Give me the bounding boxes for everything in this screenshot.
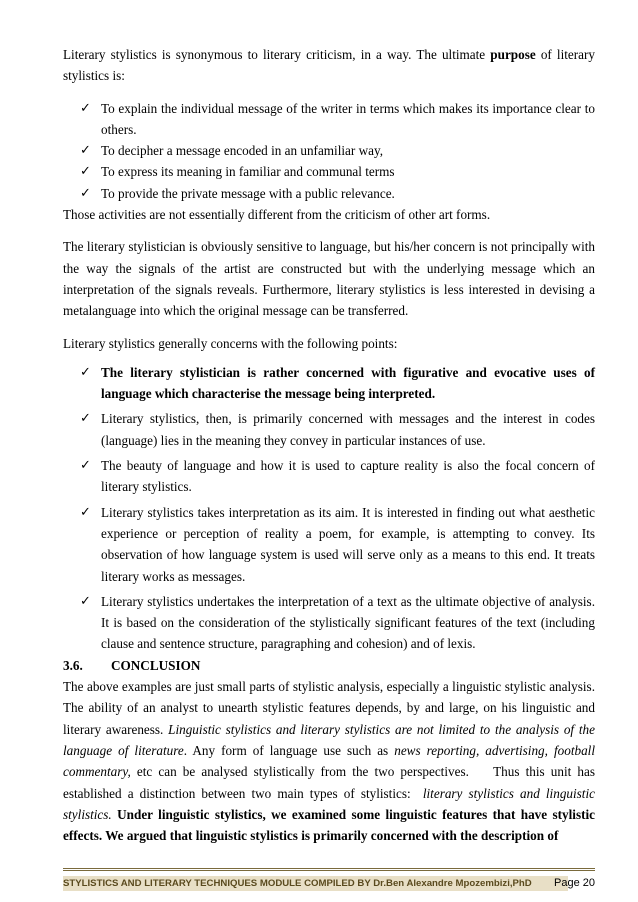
list-item: ✓ Literary stylistics undertakes the interpretation of a text as the ultimate objective of analysis. It is based on the consideration of the stylistically significant features of the text (including clause and sentence structure, paragraphing and cohesion) and of lexis. (63, 591, 595, 655)
check-icon: ✓ (80, 164, 91, 180)
section-heading (63, 655, 595, 676)
list-item: ✓ To provide the private message with a public relevance. (63, 183, 595, 204)
document-page (63, 44, 599, 846)
list-item: ✓ Literary stylistics takes interpretation as its aim. It is interested in finding out what aesthetic experience or perception of reality a poem, for example, is attempting to convey. Its observation of how language system is used will serve only as a means to this end. It treats literary works as messages. (63, 502, 595, 587)
after-purposes-text: Those activities are not essentially different from the criticism of other art forms. (63, 207, 491, 223)
check-icon: ✓ (80, 504, 91, 520)
list-item: ✓ The literary stylistician is rather concerned with figurative and evocative uses of language which characterise the message being interpreted. (63, 362, 595, 405)
intro-paragraph (63, 44, 595, 87)
check-icon: ✓ (80, 364, 91, 380)
section-title: CONCLUSION (111, 657, 201, 673)
page-number: Page 20 (554, 877, 595, 889)
check-icon: ✓ (80, 458, 91, 474)
intro-bold-purpose: purpose (490, 47, 536, 62)
body-paragraph: The literary stylistician is obviously sensitive to language, but his/her concern is not principally with the way the signals of the artist are constructed but with the underlying message which an interpretation of the signals reveals. Furthermore, literary stylistics is less interested in devising a metalanguage into which the original message can be transferred. (63, 239, 595, 319)
check-icon: ✓ (80, 411, 91, 427)
purpose-list (63, 98, 595, 204)
points-intro: Literary stylistics generally concerns with the following points: (63, 335, 398, 351)
intro-text: Literary stylistics is synonymous to literary criticism, in a way. The ultimate (63, 47, 491, 62)
footer-module-title: STYLISTICS AND LITERARY TECHNIQUES MODULE COMPILED BY Dr.Ben Alexandre Mpozembizi,PhD (63, 876, 568, 891)
list-item: ✓ To explain the individual message of the writer in terms which makes its importance clear to others. (63, 98, 595, 141)
list-item: ✓ Literary stylistics, then, is primarily concerned with messages and the interest in codes (language) lies in the meaning they convey in particular instances of use. (63, 408, 595, 451)
section-number: 3.6. (63, 657, 83, 673)
check-icon: ✓ (80, 593, 91, 609)
page-footer (63, 868, 595, 891)
list-item: ✓ To express its meaning in familiar and communal terms (63, 161, 595, 182)
list-item: ✓ The beauty of language and how it is used to capture reality is also the focal concern of literary stylistics. (63, 455, 595, 498)
intro-text-end: of literary stylistics is: (63, 47, 596, 84)
check-icon: ✓ (80, 185, 91, 201)
check-icon: ✓ (80, 143, 91, 159)
check-icon: ✓ (80, 100, 91, 116)
list-item: ✓ To decipher a message encoded in an unfamiliar way, (63, 140, 595, 161)
points-list (63, 362, 595, 655)
conclusion-paragraph: The above examples are just small parts of stylistic analysis, especially a linguistic stylistic analysis. The ability of an analyst to unearth stylistic features depends, by and large, on his linguistic and literary awareness. Linguistic stylistics and literary stylistics are not limited to the analysis of the language of literature. Any form of language use such as news reporting, advertising, football commentary, etc can be analysed stylistically from the two perspectives. Thus this unit has established a distinction between two main types of stylistics: literary stylistics and linguistic stylistics. Under linguistic stylistics, we examined some linguistic features that have stylistic effects. We argued that linguistic stylistics is primarily concerned with the description of (63, 679, 599, 844)
